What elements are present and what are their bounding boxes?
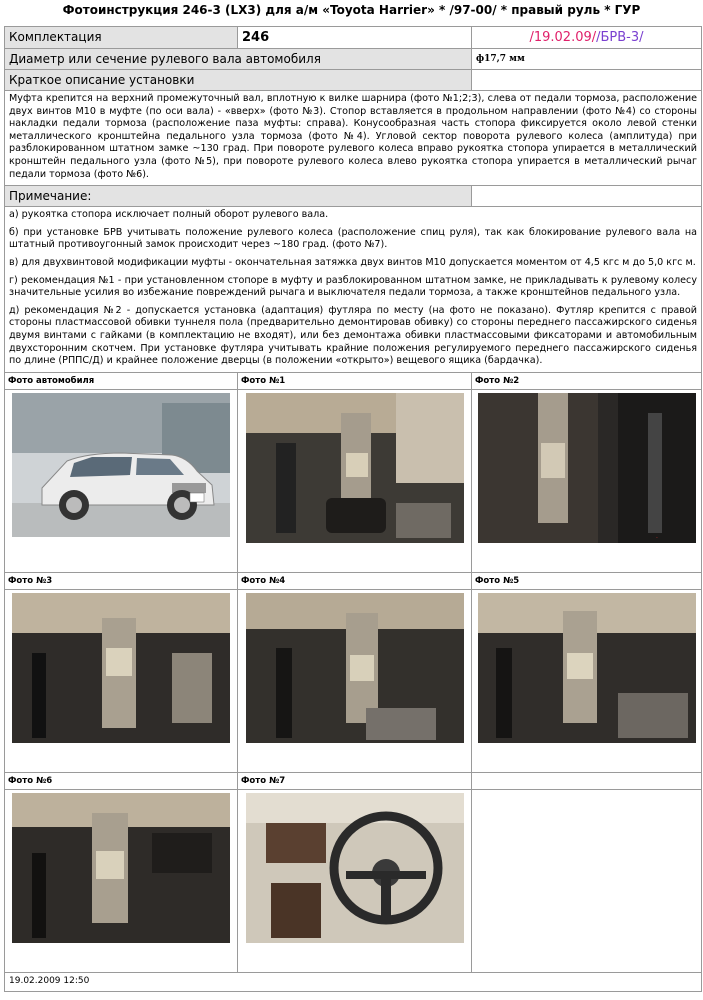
photo-1-image (246, 393, 464, 543)
note-b: б) при установке БРВ учитывать положение рулевого колеса (расположение спиц руля), так как блокирование рулевого вала на штатный противоугонный замок происходит через ~180 град. (фото №7). (9, 226, 697, 251)
photo-3-label: Фото №3 (5, 572, 238, 589)
komplektaciya-label: Комплектация (5, 27, 238, 49)
photo-1 (238, 389, 472, 572)
footer-timestamp: 19.02.2009 12:50 (5, 972, 702, 991)
photo-4-label: Фото №4 (238, 572, 472, 589)
diameter-value: ф17,7 мм (472, 49, 702, 70)
car-photo-image (12, 393, 230, 537)
note-e: д) рекомендация №2 - допускается установка (адаптация) футляра по месту (на фото не показано). Футляр крепится с правой стороны пластмассовой обивки туннеля пола (предварительно демонтировав обивку) со стороны переднего пассажирского сиденья двумя винтами с гайками (в комплектацию не входят), или без демонтажа обивки пластмассовыми фиксаторами и автомобильным двухсторонним скотчем. При установке футляра учитывать крайние положения регулируемого переднего пассажирского сиденья по длине (РППС/Д) и крайнее положение дверцы (в положении «открыто») вещевого ящика (бардачка). (9, 304, 697, 367)
date-badge (472, 27, 702, 49)
photo-4-image (246, 593, 464, 743)
photo-6-image (12, 793, 230, 943)
photo-1-label: Фото №1 (238, 372, 472, 389)
document-title: Фотоинструкция 246-3 (LX3) для а/м «Toyota Harrier» * /97-00/ * правый руль * ГУР (62, 3, 641, 17)
photo-5 (472, 589, 702, 772)
photo-3-image (12, 593, 230, 743)
diameter-label: Диаметр или сечение рулевого вала автомобиля (5, 49, 472, 70)
note-label: Примечание: (5, 186, 472, 207)
photo-car (5, 389, 238, 572)
date-value: /19.02.09/ (529, 30, 597, 45)
photo-5-label: Фото №5 (472, 572, 702, 589)
photo-7 (238, 789, 472, 972)
brv-value: /БРВ-3/ (596, 30, 644, 45)
notes-block (5, 207, 702, 373)
description-label: Краткое описание установки (5, 70, 472, 91)
photo-car-label: Фото автомобиля (5, 372, 238, 389)
photo-2 (472, 389, 702, 572)
photo-6-label: Фото №6 (5, 772, 238, 789)
photo-2-image (478, 393, 696, 543)
note-a: а) рукоятка стопора исключает полный оборот рулевого вала. (9, 209, 329, 221)
photo-7-label: Фото №7 (238, 772, 472, 789)
note-d: г) рекомендация №1 - при установленном стопоре в муфту и разблокированном штатном замке, не прикладывать к рулевому колесу значительные усилия во избежание повреждений рычага и выключателя педали тормоза, а также кронштейнов педального узла. (9, 274, 697, 299)
photo-5-image (478, 593, 696, 743)
note-c: в) для двухвинтовой модификации муфты - окончательная затяжка двух винтов М10 допускается моментом от 4,5 кгс м до 5,0 кгс м. (9, 256, 696, 268)
photo-empty-cell (472, 789, 702, 972)
photo-3 (5, 589, 238, 772)
photo-4 (238, 589, 472, 772)
description-text: Муфта крепится на верхний промежуточный вал, вплотную к вилке шарнира (фото №1;2;3), слева от педали тормоза, расположение двух винтов М10 в муфте (по оси вала) - «вверх» (фото №3). Стопор вставляется в продольном направлении (фото №4) со стороны накладки педали тормоза (расположение паза муфты: справа). Конусообразная часть стопора фиксируется около левой стенки металлического кронштейна педального узла тормоза (фото №4). Угловой сектор поворота рулевого колеса (амплитуда) при разблокированном штатном замке ~130 град. При повороте рулевого колеса вправо рукоятка стопора упирается в металлический кронштейн педального узла (фото №5), при повороте рулевого колеса влево рукоятка стопора упирается в металлический рычаг педали тормоза (фото №6). (5, 91, 702, 186)
photo-empty-label (472, 772, 702, 789)
komplektaciya-value: 246 (238, 27, 472, 49)
photo-2-label: Фото №2 (472, 372, 702, 389)
photo-7-image (246, 793, 464, 943)
instruction-table (4, 26, 702, 992)
svg-text:.: . (655, 532, 658, 540)
photo-6 (5, 789, 238, 972)
